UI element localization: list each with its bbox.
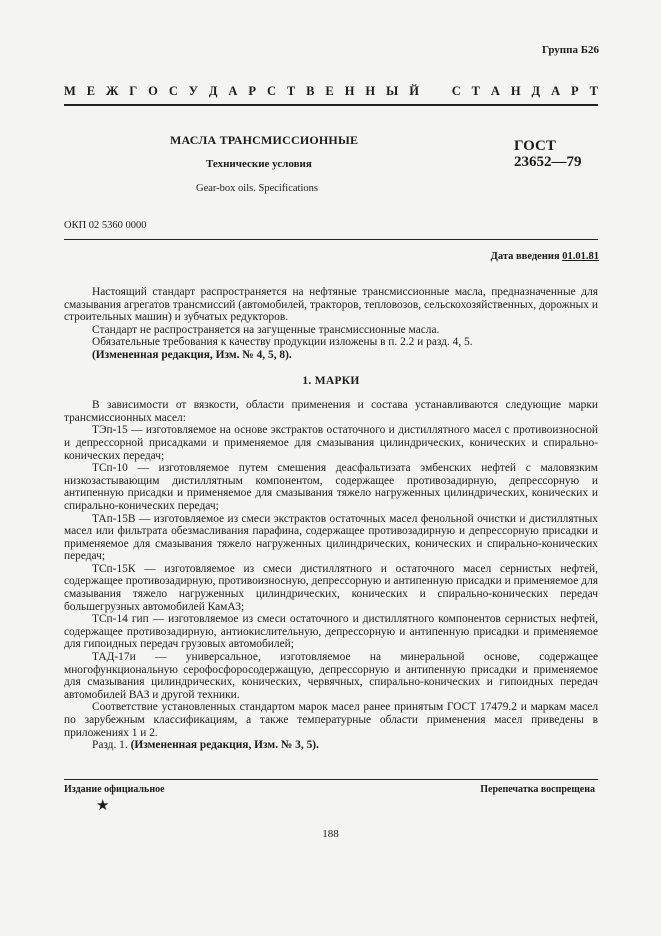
standard-banner [64, 84, 598, 99]
bottom-rule [64, 779, 598, 780]
intro-paragraph: Стандарт не распространяется на загущенные трансмиссионные масла. [92, 323, 440, 336]
banner-letter: Д [531, 84, 541, 98]
banner-letter: Ж [106, 84, 119, 98]
banner-letter: Д [208, 84, 218, 98]
page-number: 188 [322, 828, 339, 840]
document-title: МАСЛА ТРАНСМИССИОННЫЕ [170, 133, 359, 147]
grade-tad17i: ТАД-17и — универсальное, изготовляемое на минеральной основе, содержащее многофункциональную серофосфоросодержащую, депрессорную и антипенную присадки и применяемое для смазывания цилиндрических, конических, червячных, спирально-конических и гипоидных передач автомобилей ВАЗ и другой техники. [64, 651, 598, 701]
okp-code: ОКП 02 5360 0000 [64, 220, 147, 231]
intro-paragraph: Настоящий стандарт распространяется на нефтяные трансмиссионные масла, предназначенные для смазывания агрегатов трансмиссий (автомобилей, тракторов, тепловозов, сельскохозяйственных, дорожных и строительных машин) и зубчатых редукторов. [64, 286, 598, 324]
english-title: Gear-box oils. Specifications [196, 183, 318, 194]
banner-letter: Н [365, 84, 376, 98]
banner-letter: С [168, 84, 178, 98]
star-icon: ★ [96, 798, 110, 814]
reprint-prohibited: Перепечатка воспрещена [480, 784, 595, 795]
section-paragraph: В зависимости от вязкости, области применения и состава устанавливаются следующие марки трансмиссионных масел: [64, 399, 598, 424]
grade-tep15: ТЭп-15 — изготовляемое на основе экстрактов остаточного и дистиллятного масел с противоизносной и депрессорной присадками и применяемое для смазывания цилиндрических, конических и спирально-конических передач; [64, 424, 598, 462]
section-paragraph: Соответствие установленных стандартом марок масел ранее принятым ГОСТ 17479.2 и маркам масел по зарубежным классификациям, а также температурные области применения масел приведены в приложениях 1 и 2. [64, 701, 598, 739]
section-edit-prefix: Разд. 1. [92, 739, 128, 752]
banner-letter: С [266, 84, 276, 98]
gost-code: 23652—79 [514, 154, 582, 170]
intro-paragraph: Обязательные требования к качеству продукции изложены в п. 2.2 и разд. 4, 5. [92, 336, 473, 349]
section-heading: 1. МАРКИ [302, 374, 360, 387]
banner-letter: А [228, 84, 238, 98]
banner-letter: Т [471, 84, 480, 98]
banner-letter: Н [510, 84, 521, 98]
top-rule [64, 104, 598, 106]
banner-letter: О [148, 84, 158, 98]
intro-date-label: Дата введения [490, 251, 560, 262]
grade-tsp15k: ТСп-15К — изготовляемое из смеси дистиллятного и остаточного масел сернистых нефтей, содержащее противозадирную, противоизносную, депрессорную и антипенную присадки и применяемое для смазывания тяжело нагруженных цилиндрических, конических и спирально-конических передач большегрузных автомобилей КамАЗ; [64, 562, 598, 613]
gost-label: ГОСТ [514, 138, 556, 154]
banner-letter: Е [325, 84, 334, 98]
banner-letter: У [188, 84, 198, 98]
grade-tsp14gip: ТСп-14 гип — изготовляемое из смеси остаточного и дистиллятного компонентов сернистых нефтей, содержащее противозадирную, антиокислительную, депрессорную и антипенную присадки и применяемое для гипоидных передач грузовых автомобилей; [64, 613, 598, 651]
document-subtitle: Технические условия [206, 158, 312, 170]
banner-letter: Н [344, 84, 355, 98]
banner-letter: С [451, 84, 461, 98]
banner-letter: Р [248, 84, 257, 98]
intro-date [491, 251, 599, 262]
banner-letter: В [306, 84, 315, 98]
group-code: Группа Б26 [542, 44, 599, 56]
section-edit-note [64, 739, 598, 752]
banner-letter: А [551, 84, 561, 98]
gost-number [514, 138, 582, 170]
banner-letter: Р [571, 84, 579, 98]
banner-letter: А [490, 84, 500, 98]
official-edition: Издание официальное [64, 784, 165, 795]
banner-letter: Ы [386, 84, 399, 98]
section-edit-text: (Измененная редакция, Изм. № 3, 5). [130, 739, 319, 752]
banner-letter: Й [409, 84, 419, 98]
grade-tap15v: ТАп-15В — изготовляемое из смеси экстрактов остаточных масел фенольной очистки и дистиллятных масел или фильтрата обезмасливания парафина, содержащее противозадирную и депрессорную присадки и применяемое для смазывания тяжело нагруженных цилиндрических, конических и спирально-конических передач; [64, 512, 598, 563]
banner-letter: М [64, 84, 76, 98]
grade-tsp10: ТСп-10 — изготовляемое путем смешения деасфальтизата эмбенских нефтей с маловязким низкозастывающим дистиллятным компонентом, содержащее противозадирную, депрессорную и антипенную присадки и применяемое для смазывания тяжело нагруженных цилиндрических, конических и спирально-конических передач; [64, 462, 598, 512]
banner-letter: Т [286, 84, 296, 98]
banner-letter: Е [86, 84, 96, 98]
intro-date-value: 01.01.81 [562, 251, 599, 262]
banner-letter: Т [589, 84, 598, 98]
intro-edit-note: (Измененная редакция, Изм. № 4, 5, 8). [92, 348, 292, 361]
banner-letter: Г [129, 84, 138, 98]
middle-rule [64, 239, 598, 240]
document-body [64, 286, 598, 752]
